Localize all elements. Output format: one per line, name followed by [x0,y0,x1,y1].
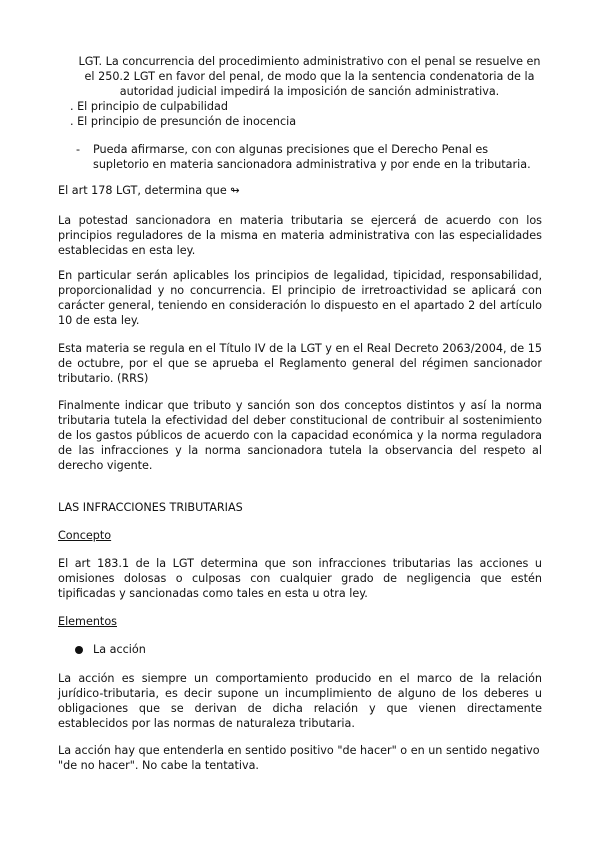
dash-item-derecho-penal: Pueda afirmarse, con con algunas precisiones que el Derecho Penal es supletorio en materia sancionadora administrativa y por ende en la tributaria. [93,143,531,171]
art-178-paragraph-2: En particular serán aplicables los principios de legalidad, tipicidad, responsabilidad, proporcionalidad y no concurrencia. El principio de irretroactividad se aplicará con carácter general, teniendo en consideración lo dispuesto en el apartado 2 del artículo 10 de esta ley. [58,269,542,327]
section-heading: LAS INFRACCIONES TRIBUTARIAS [58,501,243,514]
concepto-paragraph: El art 183.1 de la LGT determina que son infracciones tributarias las acciones u omisiones dolosas o culposas con cualquier grado de negligencia que estén tipificadas y sancionadas como tales en esta u otra ley. [58,557,542,600]
dash-marker: - [76,143,81,156]
principle-presuncion-inocencia: . El principio de presunción de inocencia [70,115,297,128]
elementos-title: Elementos [58,615,117,628]
concepto-title: Concepto [58,529,112,542]
accion-paragraph-1: La acción es siempre un comportamiento producido en el marco de la relación jurídico-tributaria, es decir supone un incumplimiento de alguno de los deberes u obligaciones que se derivan de dicha relación y que vienen directamente establecidos por las normas de naturaleza tributaria. [58,672,542,730]
art-178-paragraph-1: La potestad sancionadora en materia tributaria se ejercerá de acuerdo con los principios reguladores de la misma en materia administrativa con las especialidades establecidas en esta ley. [58,214,542,257]
accion-paragraph-2: La acción hay que entenderla en sentido positivo "de hacer" o en un sentido negativo "de no hacer". No cabe la tentativa. [58,744,540,772]
regulation-paragraph: Esta materia se regula en el Título IV de la LGT y en el Real Decreto 2063/2004, de 15 de octubre, por el que se aprueba el Reglamento general del régimen sancionador tributario. (RRS) [58,342,542,385]
conclusion-paragraph: Finalmente indicar que tributo y sanción son dos conceptos distintos y así la norma tributaria tutela la efectividad del deber constitucional de contribuir al sostenimiento de los gastos públicos de acuerdo con la capacidad económica y la norma reguladora de las infracciones y la norma sancionadora tutela la observancia del respeto al derecho vigente. [58,399,542,472]
lgt-250-note: LGT. La concurrencia del procedimiento administrativo con el penal se resuelve en el 250.2 LGT en favor del penal, de modo que la la sentencia condenatoria de la autoridad judicial impedirá la imposición de sanción administrativa. [78,55,541,98]
art-178-lead: El art 178 LGT, determina que ↬ [58,184,240,197]
principle-culpabilidad: . El principio de culpabilidad [70,100,228,113]
bullet-la-accion: La acción [93,643,146,656]
bullet-dot-icon [75,646,83,654]
